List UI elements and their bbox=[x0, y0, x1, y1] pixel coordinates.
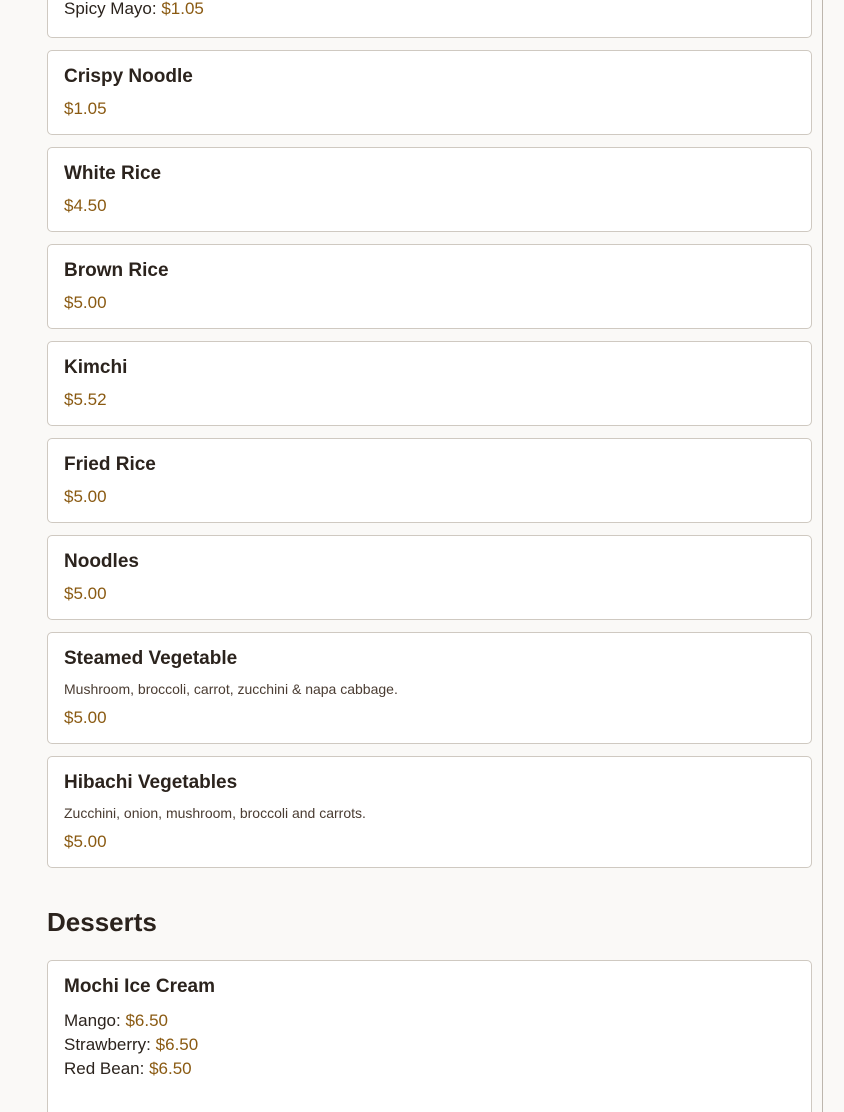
section-heading-desserts: Desserts bbox=[47, 907, 157, 937]
menu-item-card-mochi[interactable] bbox=[47, 960, 812, 1112]
menu-item-card[interactable] bbox=[47, 147, 812, 232]
item-title: Mochi Ice Cream bbox=[64, 976, 215, 997]
item-price: $4.50 bbox=[64, 196, 107, 215]
item-title: Fried Rice bbox=[64, 454, 156, 475]
scrollbar-edge bbox=[822, 0, 823, 1112]
option-price: $6.50 bbox=[155, 1035, 199, 1054]
item-title: Noodles bbox=[64, 551, 139, 572]
menu-item-card[interactable] bbox=[47, 535, 812, 620]
menu-item-card[interactable] bbox=[47, 632, 812, 744]
item-title: Steamed Vegetable bbox=[64, 648, 238, 669]
menu-item-card-partial[interactable] bbox=[47, 0, 812, 38]
item-title: Brown Rice bbox=[64, 260, 169, 281]
item-title: Kimchi bbox=[64, 357, 128, 378]
option-price: $6.50 bbox=[149, 1059, 192, 1078]
menu-item-card[interactable] bbox=[47, 756, 812, 868]
item-description: Mushroom, broccoli, carrot, zucchini & napa cabbage. bbox=[64, 681, 398, 697]
item-description: Zucchini, onion, mushroom, broccoli and carrots. bbox=[64, 805, 366, 821]
menu-item-card[interactable] bbox=[47, 438, 812, 523]
option-price: $1.05 bbox=[161, 0, 204, 18]
item-price: $5.00 bbox=[64, 293, 107, 312]
item-price: $5.00 bbox=[64, 584, 107, 603]
item-title: Crispy Noodle bbox=[64, 66, 193, 87]
menu-list bbox=[47, 0, 812, 1112]
item-title: Hibachi Vegetables bbox=[64, 772, 238, 793]
option-row bbox=[64, 1033, 795, 1057]
item-title: White Rice bbox=[64, 163, 162, 184]
option-price: $6.50 bbox=[125, 1011, 168, 1030]
menu-item-card[interactable] bbox=[47, 244, 812, 329]
option-label: Spicy Mayo: bbox=[64, 0, 157, 18]
option-row bbox=[64, 1009, 795, 1033]
item-price: $5.52 bbox=[64, 390, 107, 409]
item-price: $5.00 bbox=[64, 708, 107, 727]
option-row bbox=[64, 0, 795, 21]
menu-item-card[interactable] bbox=[47, 50, 812, 135]
menu-item-card[interactable] bbox=[47, 341, 812, 426]
option-label: Red Bean: bbox=[64, 1059, 145, 1078]
option-list bbox=[64, 1009, 795, 1081]
option-label: Strawberry: bbox=[64, 1035, 151, 1054]
item-price: $5.00 bbox=[64, 487, 107, 506]
option-row bbox=[64, 1057, 795, 1081]
option-label: Mango: bbox=[64, 1011, 121, 1030]
item-price: $5.00 bbox=[64, 832, 107, 851]
item-price: $1.05 bbox=[64, 99, 107, 118]
